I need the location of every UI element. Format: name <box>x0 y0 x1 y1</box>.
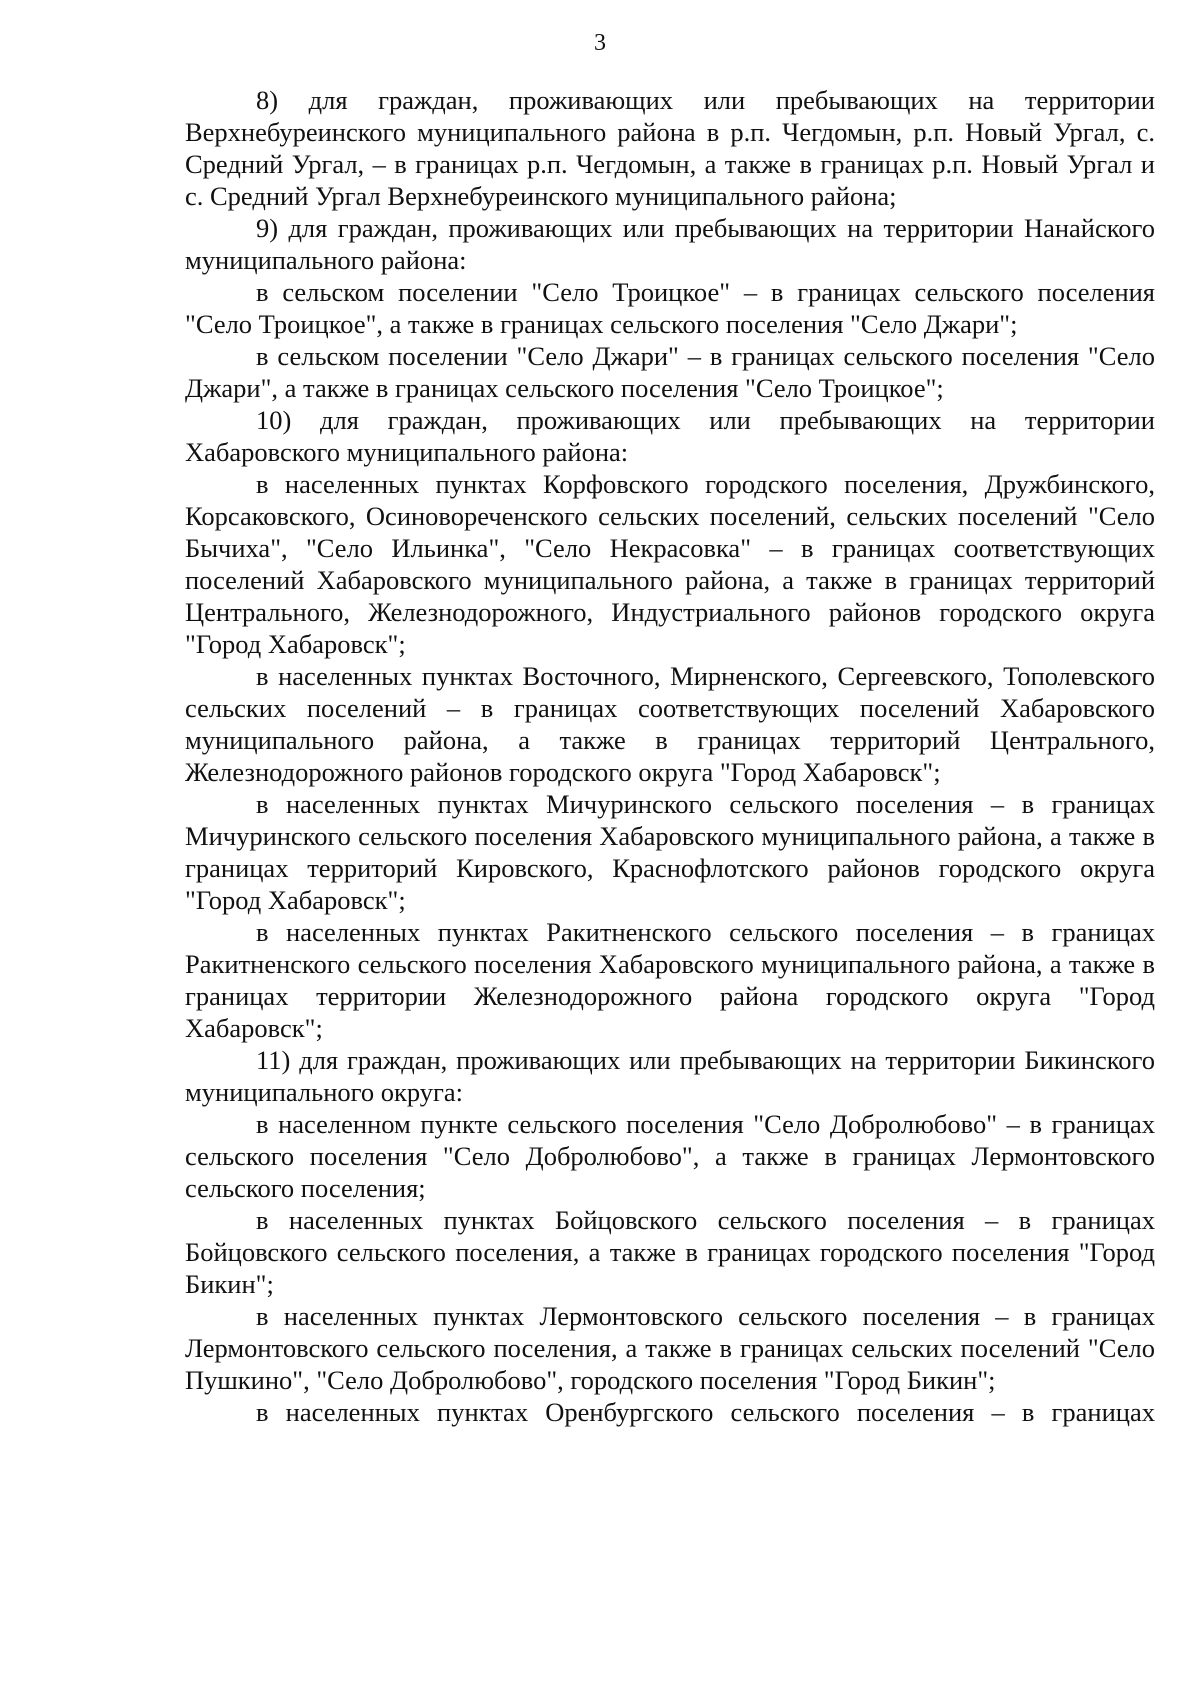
paragraph-michurinskoe: в населенных пунктах Мичуринского сельского поселения – в границах Мичуринского сельского поселения Хабаровского муниципального района, а также в границах территорий Кировского, Краснофлотского районов городского округа "Город Хабаровск"; <box>185 789 1155 915</box>
paragraph-korfovskoe: в населенных пунктах Корфовского городского поселения, Дружбинского, Корсаковского, Осиновореченского сельских поселений, сельских поселений "Село Бычиха", "Село Ильинка", "Село Некрасовка" – в границах соответствующих поселений Хабаровского муниципального района, а также в границах территорий Центрального, Железнодорожного, Индустриального районов городского округа "Город Хабаровск"; <box>185 469 1155 659</box>
document-body <box>185 84 1155 1428</box>
paragraph-orenburgskoe: в населенных пунктах Оренбургского сельского поселения – в границах <box>256 1397 1155 1427</box>
paragraph-item-11: 11) для граждан, проживающих или пребывающих на территории Бикинского муниципального округа: <box>185 1045 1155 1107</box>
paragraph-item-10: 10) для граждан, проживающих или пребывающих на территории Хабаровского муниципального района: <box>185 405 1155 467</box>
paragraph-selo-troitskoe: в сельском поселении "Село Троицкое" – в границах сельского поселения "Село Троицкое", а также в границах сельского поселения "Село Джари"; <box>185 277 1155 339</box>
paragraph-dobrolyubovo: в населенном пункте сельского поселения "Село Добролюбово" – в границах сельского поселения "Село Добролюбово", а также в границах Лермонтовского сельского поселения; <box>185 1109 1155 1203</box>
page-number: 3 <box>594 30 606 56</box>
paragraph-vostochnoe: в населенных пунктах Восточного, Мирненского, Сергеевского, Тополевского сельских поселений – в границах соответствующих поселений Хабаровского муниципального района, а также в границах территорий Центрального, Железнодорожного районов городского округа "Город Хабаровск"; <box>185 661 1155 787</box>
paragraph-item-8: 8) для граждан, проживающих или пребывающих на территории Верхнебуреинского муниципального района в р.п. Чегдомын, р.п. Новый Ургал, с. Средний Ургал, – в границах р.п. Чегдомын, а также в границах р.п. Новый Ургал и с. Средний Ургал Верхнебуреинского муниципального района; <box>185 85 1155 211</box>
paragraph-rakitnenskoe: в населенных пунктах Ракитненского сельского поселения – в границах Ракитненского сельского поселения Хабаровского муниципального района, а также в границах территории Железнодорожного района городского округа "Город Хабаровск"; <box>185 917 1155 1043</box>
paragraph-lermontovskoe: в населенных пунктах Лермонтовского сельского поселения – в границах Лермонтовского сельского поселения, а также в границах сельских поселений "Село Пушкино", "Село Добролюбово", городского поселения "Город Бикин"; <box>185 1301 1155 1395</box>
paragraph-item-9: 9) для граждан, проживающих или пребывающих на территории Нанайского муниципального района: <box>185 213 1155 275</box>
paragraph-selo-dzhari: в сельском поселении "Село Джари" – в границах сельского поселения "Село Джари", а также в границах сельского поселения "Село Троицкое"; <box>185 341 1155 403</box>
paragraph-boitsovskoe: в населенных пунктах Бойцовского сельского поселения – в границах Бойцовского сельского поселения, а также в границах городского поселения "Город Бикин"; <box>185 1205 1155 1299</box>
